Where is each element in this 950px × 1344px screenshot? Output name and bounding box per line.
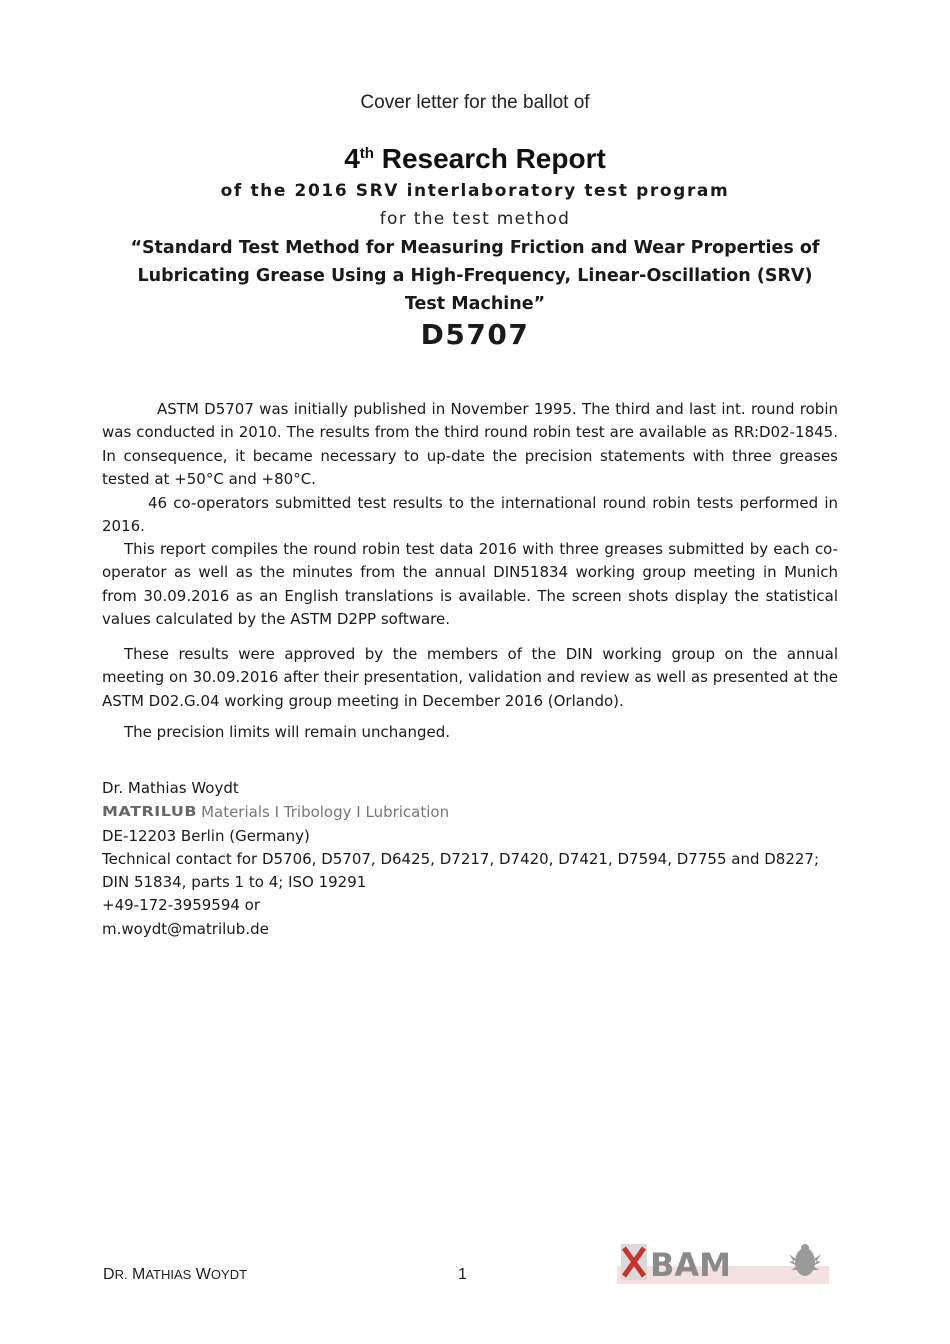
cover-letter-heading: Cover letter for the ballot of	[360, 92, 590, 113]
din-iso-line: DIN 51834, parts 1 to 4; ISO 19291	[102, 873, 367, 892]
contact-email[interactable]: m.woydt@matrilub.de	[102, 919, 269, 938]
program-line: of the 2016 SRV interlaboratory test program	[220, 181, 730, 201]
footer-author: DR. MATHIAS WOYDT	[103, 1266, 248, 1283]
paragraph-precision: The precision limits will remain unchanged.	[124, 723, 451, 741]
technical-contact: Technical contact for D5706, D5707, D6425, D7217, D7420, D7421, D7594, D7755 and D8227;	[102, 849, 820, 868]
designation: D5707	[420, 318, 530, 351]
standard-title: “Standard Test Method for Measuring Friction and Wear Properties of Lubricating Grease Using a High-Frequency, Linear-Oscillation (SRV) Test Machine”	[130, 238, 820, 314]
report-title	[0, 143, 950, 175]
report-ordinal: 4	[344, 143, 360, 174]
contact-phone: +49-172-3959594 or	[102, 896, 261, 915]
company-line	[102, 800, 862, 824]
paragraph-approval: These results were approved by the members of the DIN working group on the annual meeting on 30.09.2016 after their presentation, validation and review as well as presented at the ASTM D02.G.04 working group meeting in December 2016 (Orlando).	[102, 645, 838, 710]
page-number: 1	[458, 1266, 467, 1283]
report-ordinal-suffix: th	[359, 145, 374, 162]
contact-address: DE-12203 Berlin (Germany)	[102, 826, 310, 845]
paragraph-history: ASTM D5707 was initially published in November 1995. The third and last int. round robin was conducted in 2010. The results from the third round robin test are available as RR:D02-1845. In consequence, it became necessary to up-date the precision statements with three greases tested at +50°C and +80°C.	[102, 400, 838, 488]
report-title-text: Research Report	[373, 143, 606, 174]
method-line: for the test method	[379, 209, 571, 229]
contact-block	[102, 777, 862, 941]
contact-name: Dr. Mathias Woydt	[102, 779, 239, 797]
matrilub-logo: MATRILUB	[102, 803, 198, 820]
company-tagline: Materials I Tribology I Lubrication	[201, 803, 450, 822]
bam-logo-text: BAM	[650, 1246, 731, 1284]
bam-logo	[617, 1240, 829, 1286]
paragraph-cooperators: 46 co-operators submitted test results to the international round robin tests performed in 2016.	[102, 494, 838, 536]
paragraph-report-scope: This report compiles the round robin test data 2016 with three greases submitted by each co-operator as well as the minutes from the annual DIN51834 working group meeting in Munich from 30.09.2016 as an English translations is available. The screen shots display the statistical values calculated by the ASTM D2PP software.	[102, 540, 838, 628]
